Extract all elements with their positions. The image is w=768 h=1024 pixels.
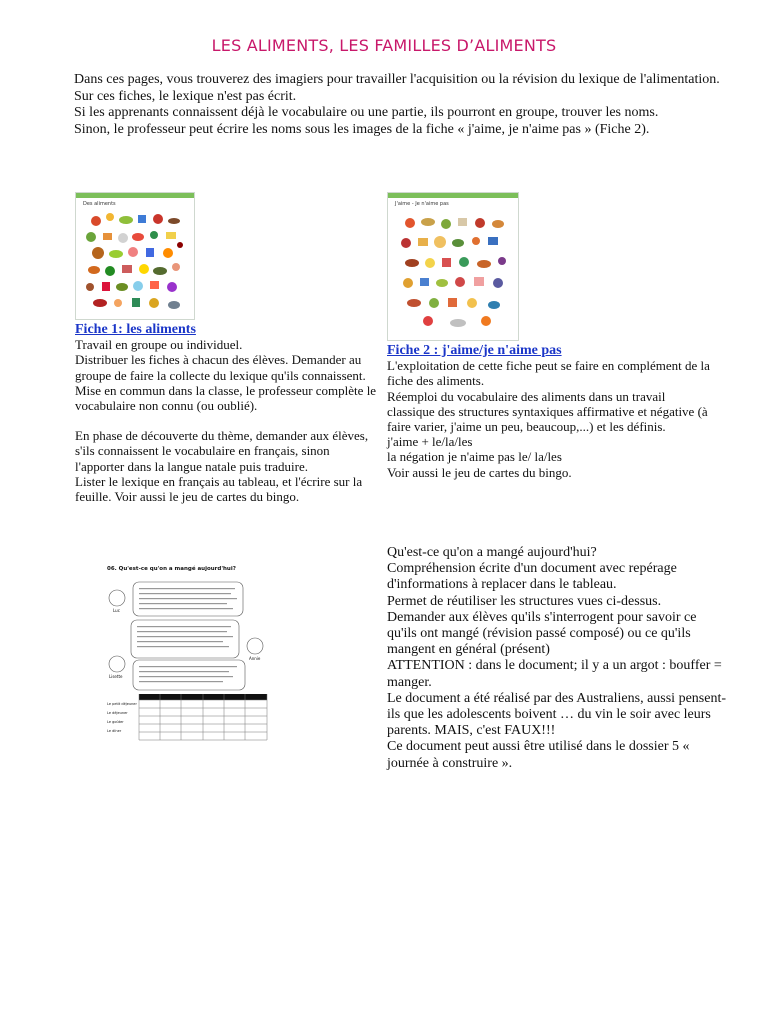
worksheet-title: 06. Qu'est-ce qu'on a mangé aujourd'hui?: [107, 566, 236, 572]
fiche1-line: Travail en groupe ou individuel.: [75, 337, 243, 353]
worksheet-name: Luc: [113, 608, 120, 613]
fiche1-description: [75, 322, 380, 504]
fiche2-description: [387, 343, 712, 480]
fiche1-line: En phase de découverte du thème, demander aux élèves, s'ils connaissent le vocabulaire en français, sinon l'apporter dans la langue natale puis traduire.: [75, 428, 369, 474]
description-line: Compréhension écrite d'un document avec repérage d'informations à replacer dans le tableau.: [387, 561, 677, 593]
worksheet-row-label: Le goûter: [107, 720, 124, 724]
description-line: ATTENTION : dans le document; il y a un argot : bouffer = manger.: [387, 658, 722, 690]
fiche1-line: Mise en commun dans la classe, le professeur complète le vocabulaire non connu (ou oublié).: [75, 382, 377, 414]
intro-line: Si les apprenants connaissent déjà le vocabulaire ou une partie, ils pourront en groupe, trouver les noms.: [74, 105, 659, 120]
food-illustrations: [76, 193, 194, 319]
intro-line: Sinon, le professeur peut écrire les noms sous les images de la fiche « j'aime, je n'aime pas » (Fiche 2).: [74, 121, 650, 137]
page-title: LES ALIMENTS, LES FAMILLES D’ALIMENTS: [211, 36, 557, 55]
worksheet-description: [387, 545, 727, 772]
worksheet-row-label: Le déjeuner: [107, 711, 128, 715]
worksheet-name: Annie: [249, 656, 261, 661]
description-line: Permet de réutiliser les structures vues ci-dessus.: [387, 593, 662, 609]
fiche1-link[interactable]: Fiche 1: les aliments: [75, 322, 196, 337]
thumbnail-title: Des aliments: [83, 201, 116, 207]
worksheet-row-label: Le dîner: [107, 729, 122, 733]
fiche2-line: L'exploitation de cette fiche peut se faire en complément de la fiche des aliments.: [387, 358, 710, 389]
description-line: Ce document peut aussi être utilisé dans le dossier 5 « journée à construire ».: [387, 739, 690, 771]
fiche2-line: Réemploi du vocabulaire des aliments dans un travail classique des structures syntaxiques affirmative et négative (à faire varier, j'aime un peu, beaucoup,...) et les définis.: [387, 388, 708, 435]
fiche1-line: Distribuer les fiches à chacun des élèves. Demander au groupe de faire la collecte du lexique qu'ils connaissent.: [75, 352, 366, 383]
thumbnail-title: J'aime - Je n'aime pas: [395, 201, 449, 207]
fiche2-line: Voir aussi le jeu de cartes du bingo.: [387, 464, 572, 480]
description-line: Demander aux élèves qu'ils s'interrogent pour savoir ce qu'ils ont mangé (révision passé composé) ou ce qu'ils mangent en général (présent): [387, 609, 697, 658]
worksheet-name: Lisette: [109, 674, 123, 679]
intro-paragraph: [74, 72, 724, 138]
fiche1-thumbnail[interactable]: [75, 192, 195, 320]
fiche1-line: Lister le lexique en français au tableau, et l'écrire sur la feuille. Voir aussi le jeu de cartes du bingo.: [75, 473, 363, 505]
fiche2-line: la négation je n'aime pas le/ la/les: [387, 449, 562, 465]
intro-line: Dans ces pages, vous trouverez des imagiers pour travailler l'acquisition ou la révision du lexique de l'alimentation. Sur ces fiches, le lexique n'est pas écrit.: [74, 72, 720, 104]
fiche2-line: j'aime + le/la/les: [387, 434, 473, 450]
description-line: Qu'est-ce qu'on a mangé aujourd'hui?: [387, 545, 597, 560]
fiche2-link[interactable]: Fiche 2 : j'aime/je n'aime pas: [387, 343, 562, 358]
description-line: Le document a été réalisé par des Australiens, aussi pensent-ils que les adolescents boivent … du vin le soir avec leurs parents. MAIS, c'est FAUX!!!: [387, 690, 726, 739]
worksheet-thumbnail[interactable]: [103, 560, 271, 752]
fiche2-thumbnail[interactable]: [387, 192, 519, 341]
worksheet-row-label: Le petit déjeuner: [107, 702, 137, 706]
food-illustrations: [388, 193, 518, 340]
